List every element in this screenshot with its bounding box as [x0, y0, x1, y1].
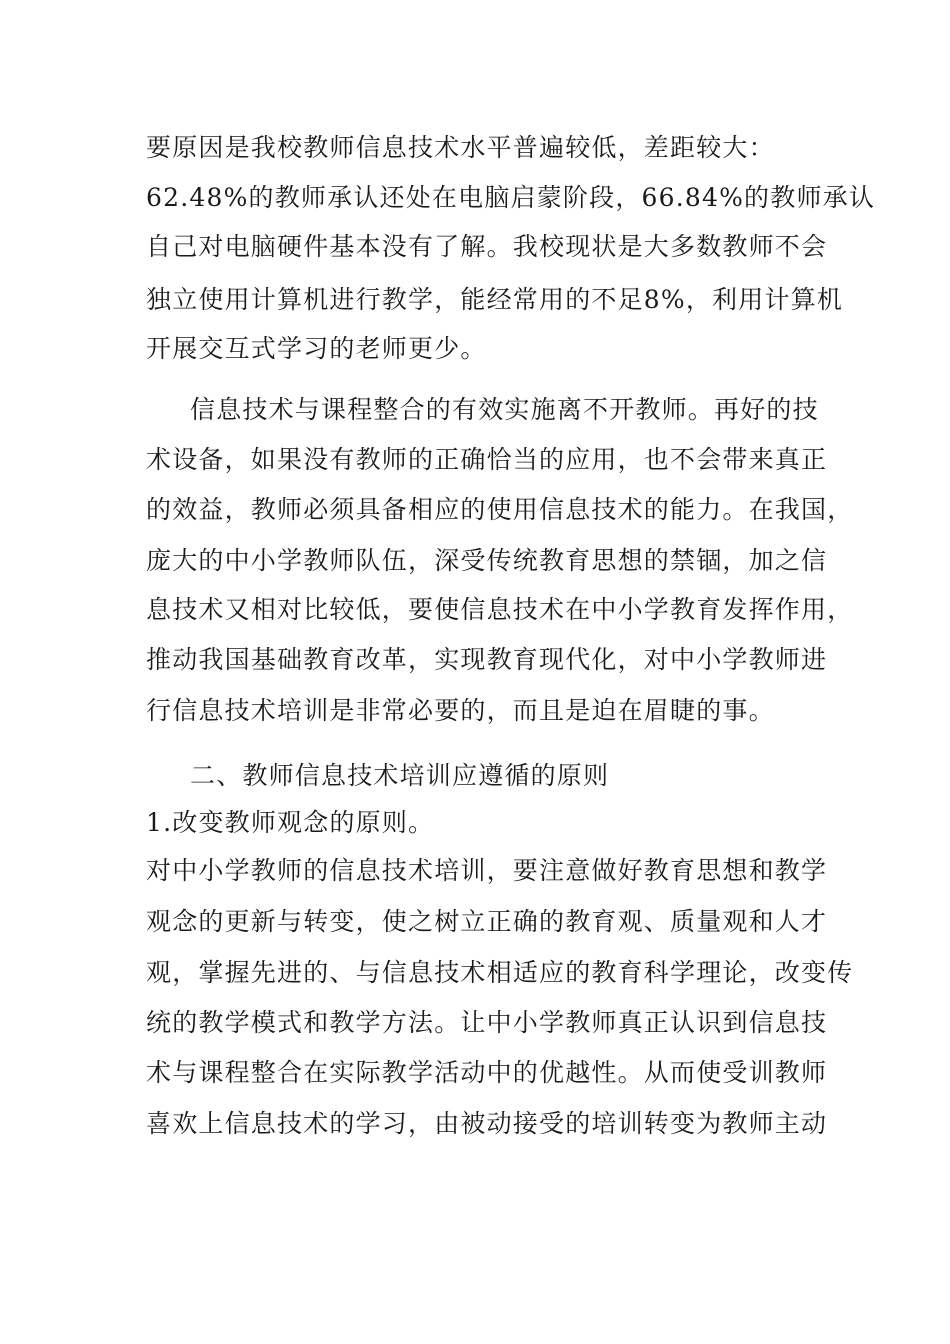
text-line: 自己对电脑硬件基本没有了解。我校现状是大多数教师不会 — [146, 232, 828, 261]
text-line: 喜欢上信息技术的学习，由被动接受的培训转变为教师主动 — [146, 1109, 828, 1138]
text-line: 息技术又相对比较低，要使信息技术在中小学教育发挥作用， — [146, 595, 854, 624]
text-line: 观念的更新与转变，使之树立正确的教育观、质量观和人才 — [146, 907, 828, 936]
text-line: 要原因是我校教师信息技术水平普遍较低，差距较大： — [146, 133, 775, 162]
section-heading: 二、教师信息技术培训应遵循的原则 — [190, 761, 610, 790]
text-line: 术与课程整合在实际教学活动中的优越性。从而使受训教师 — [146, 1058, 828, 1087]
subheading: 1.改变教师观念的原则。 — [146, 808, 435, 837]
text-line: 统的教学模式和教学方法。让中小学教师真正认识到信息技 — [146, 1008, 828, 1037]
text-line: 行信息技术培训是非常必要的，而且是迫在眉睫的事。 — [146, 696, 775, 725]
text-line: 的效益，教师必须具备相应的使用信息技术的能力。在我国， — [146, 495, 854, 524]
text-line: 信息技术与课程整合的有效实施离不开教师。再好的技 — [190, 395, 819, 424]
text-line: 62.48%的教师承认还处在电脑启蒙阶段，66.84%的教师承认 — [146, 183, 876, 212]
text-line: 对中小学教师的信息技术培训，要注意做好教育思想和教学 — [146, 856, 828, 885]
text-line: 开展交互式学习的老师更少。 — [146, 334, 487, 363]
text-line: 术设备，如果没有教师的正确恰当的应用，也不会带来真正 — [146, 445, 828, 474]
text-line: 庞大的中小学教师队伍，深受传统教育思想的禁锢，加之信 — [146, 546, 828, 575]
text-line: 观，掌握先进的、与信息技术相适应的教育科学理论，改变传 — [146, 958, 854, 987]
text-line: 独立使用计算机进行教学，能经常用的不足8%，利用计算机 — [146, 285, 844, 314]
text-line: 推动我国基础教育改革，实现教育现代化，对中小学教师进 — [146, 645, 828, 674]
